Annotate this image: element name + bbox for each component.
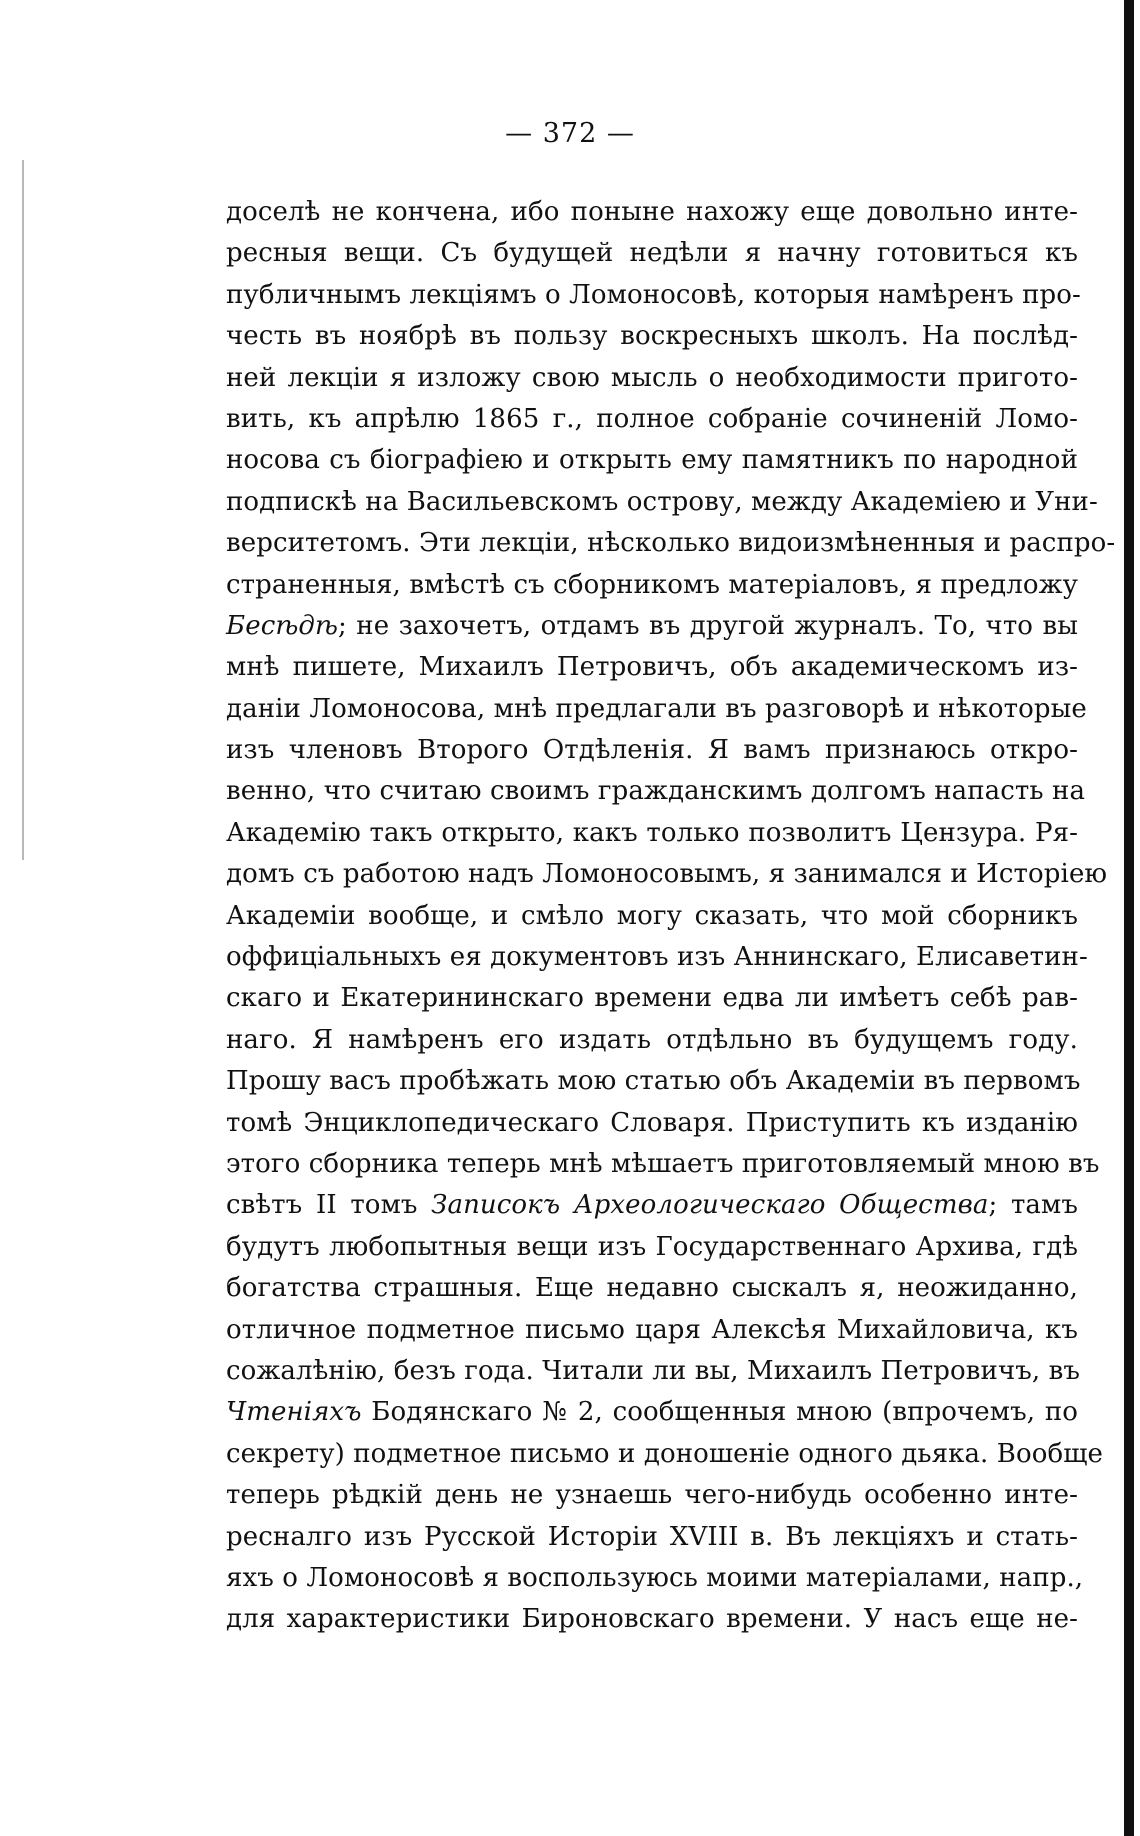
- text-line: скаго и Екатерининскаго времени едва ли имѣетъ себѣ рав-: [226, 983, 1078, 1014]
- text-line: Академіи вообще, и смѣло могу сказать, что мой сборникъ: [226, 900, 1078, 931]
- text-line: [226, 1392, 1078, 1433]
- text-line: изъ членовъ Второго Отдѣленія. Я вамъ признаюсь откро-: [226, 735, 1078, 766]
- text-line: оффиціальныхъ ея документовъ изъ Аннинскаго, Елисаветин-: [226, 942, 1088, 973]
- italic-title: Бесѣдѣ: [226, 610, 339, 641]
- text-run: ; не захочетъ, отдамъ въ другой журналъ. То, что вы: [338, 610, 1078, 641]
- text-line: богатства страшныя. Еще недавно сыскалъ я, неожиданно,: [226, 1273, 1078, 1304]
- text-line: томѣ Энциклопедическаго Словаря. Приступить къ изданію: [226, 1107, 1078, 1138]
- text-line: даніи Ломоносова, мнѣ предлагали въ разговорѣ и нѣкоторые: [226, 693, 1087, 724]
- page-number: — 372 —: [505, 118, 635, 149]
- text-run: Бодянскаго № 2, сообщенныя мною (впрочемъ, по: [361, 1397, 1078, 1428]
- text-line: доселѣ не кончена, ибо поныне нахожу еще довольно инте-: [226, 197, 1078, 227]
- text-line: [226, 1185, 1078, 1226]
- text-line: секрету) подметное письмо и доношеніе одного дьяка. Вообще: [226, 1438, 1104, 1469]
- text-line: венно, что считаю своимъ гражданскимъ долгомъ напасть на: [226, 776, 1086, 807]
- text-line: домъ съ работою надъ Ломоносовымъ, я занимался и Исторіею: [226, 859, 1108, 890]
- text-line: этого сборника теперь мнѣ мѣшаетъ приготовляемый мною въ: [226, 1148, 1100, 1179]
- text-line: честь въ ноябрѣ въ пользу воскресныхъ школъ. На послѣд-: [226, 321, 1078, 352]
- text-line: теперь рѣдкій день не узнаешь чего-нибудь особенно инте-: [226, 1480, 1078, 1511]
- text-line: яхъ о Ломоносовѣ я воспользуюсь моими матеріалами, напр.,: [226, 1562, 1084, 1593]
- italic-title: Записокъ Археологическаго Общества: [431, 1190, 989, 1221]
- text-run: ; тамъ: [988, 1190, 1078, 1221]
- body-text: [226, 192, 1116, 1641]
- text-line: мнѣ пишете, Михаилъ Петровичъ, объ академическомъ из-: [226, 652, 1078, 683]
- text-run: свѣтъ II томъ: [226, 1190, 432, 1221]
- text-line: будутъ любопытныя вещи изъ Государственнаго Архива, гдѣ: [226, 1231, 1078, 1262]
- text-line: Академію такъ открыто, какъ только позволитъ Цензура. Ря-: [226, 817, 1078, 848]
- text-line: наго. Я намѣренъ его издать отдѣльно въ будущемъ году.: [226, 1024, 1078, 1055]
- text-line: верситетомъ. Эти лекціи, нѣсколько видоизмѣненныя и распро-: [226, 528, 1116, 559]
- italic-title: Чтеніяхъ: [226, 1397, 362, 1428]
- text-line: носова съ біографіею и открыть ему памятникъ по народной: [226, 445, 1078, 476]
- text-line: для характеристики Бироновскаго времени. У насъ еще не-: [226, 1604, 1078, 1635]
- text-line: отличное подметное письмо царя Алексѣя Михайловича, къ: [226, 1314, 1078, 1345]
- text-line: страненныя, вмѣстѣ съ сборникомъ матеріаловъ, я предложу: [226, 569, 1078, 600]
- page-edge-shadow: [1124, 0, 1134, 1836]
- text-line: вить, къ апрѣлю 1865 г., полное собраніе сочиненій Ломо-: [226, 403, 1078, 434]
- text-line: [226, 606, 1078, 647]
- text-line: публичнымъ лекціямъ о Ломоносовѣ, которыя намѣренъ про-: [226, 279, 1081, 310]
- text-line: подпискѣ на Васильевскомъ острову, между Академіею и Уни-: [226, 486, 1098, 517]
- text-line: ресныя вещи. Съ будущей недѣли я начну готовиться къ: [226, 238, 1078, 269]
- binding-edge: [22, 160, 24, 860]
- text-line: сожалѣнію, безъ года. Читали ли вы, Михаилъ Петровичъ, въ: [226, 1355, 1080, 1386]
- text-line: ресналго изъ Русской Исторіи XVIII в. Въ лекціяхъ и стать-: [226, 1521, 1078, 1552]
- text-line: ней лекціи я изложу свою мысль о необходимости пригото-: [226, 362, 1078, 393]
- text-line: Прошу васъ пробѣжать мою статью объ Академіи въ первомъ: [226, 1066, 1081, 1097]
